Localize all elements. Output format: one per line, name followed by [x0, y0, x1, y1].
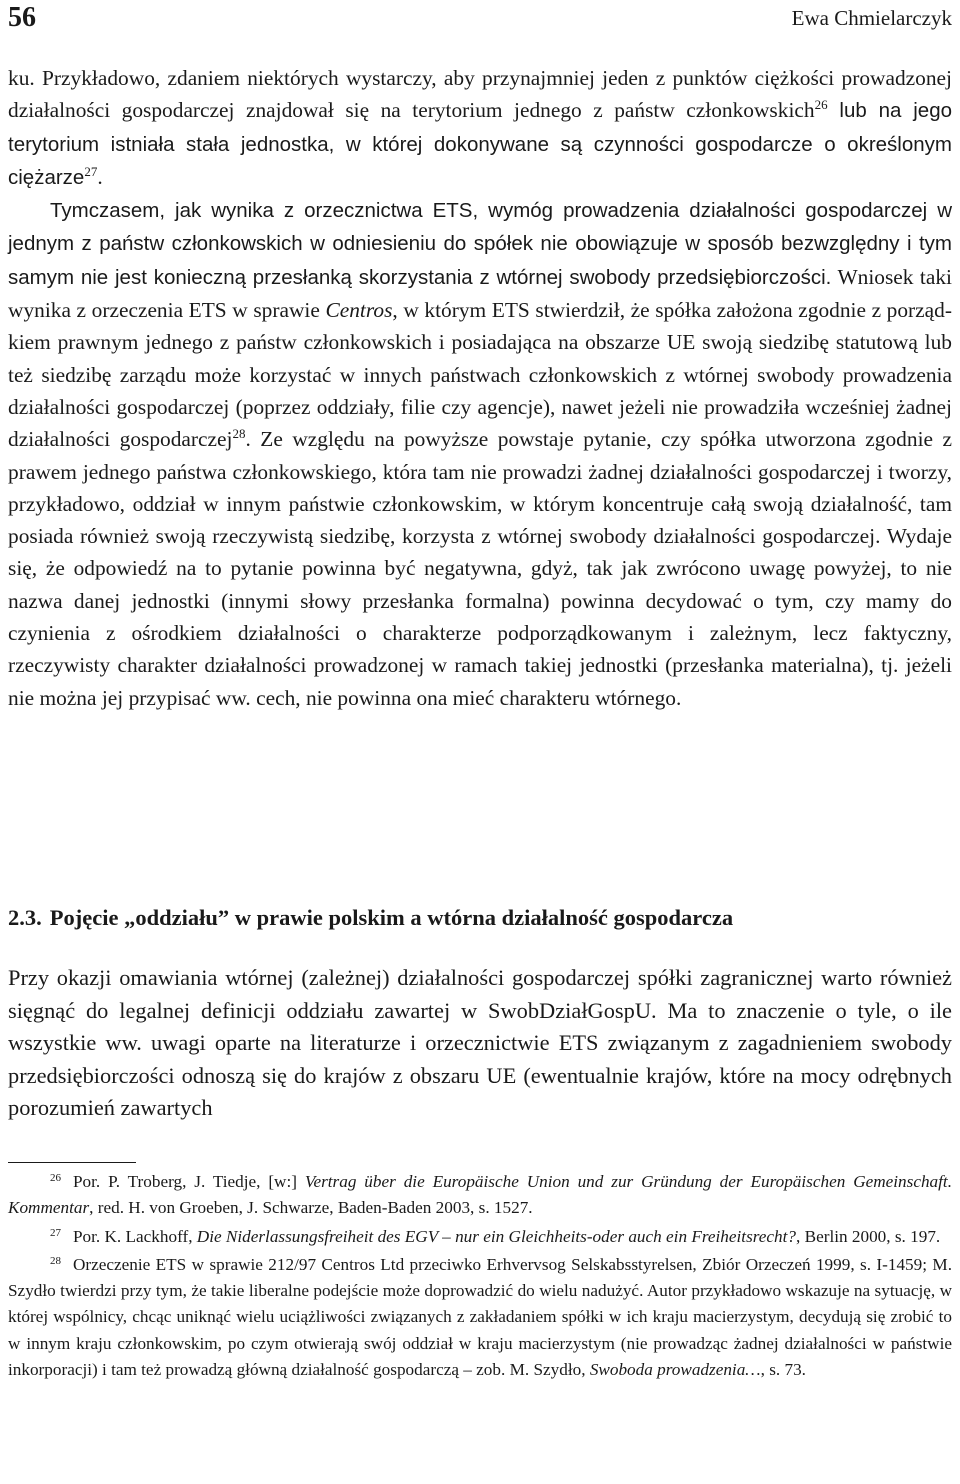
case-name: Centros [325, 298, 393, 323]
footnote-ref-26[interactable]: 26 [814, 97, 828, 113]
body-text [8, 62, 952, 714]
paragraph-2 [8, 194, 952, 714]
footnote-divider [8, 1162, 136, 1163]
section-title: Pojęcie „oddziału” w prawie polskim a wtórna działalność gospodarcza [49, 905, 734, 930]
footnote-title: Vertrag über die Europäische Union und zur Gründung der Europäischen Gemeinschaft. Kommentar [8, 1172, 952, 1218]
text-run: . Ze względu na powyższe powstaje pytanie, czy spółka utworzona zgodnie z prawem jednego państwa członkowskiego, która tam nie prowadzi żadnej działalności gospodarczej i tworzy, przykładowo, oddział w innym państwie członkowskim, w którym koncentruje całą swoją działalność, tam posiada również swoją rzeczywistą siedzibę, korzysta z wtórnej swobody działalności gospodarczej. Wydaje się, że odpowiedź na to pytanie powinna być negatywna, gdyż, tak jak zwrócono uwagę powyżej, to nie nazwa danej jednostki (innymi słowy przesłanka formalna) powinna decydować o tym, czy mamy do czynienia z ośrodkiem działalności o charakterze podporządkowanym i zależnym, lecz faktyczny, rzeczywisty charakter działalności prowadzonej w ramach takiej jednostki (przesłanka materialna), tj. jeżeli nie można jej przypisać ww. cech, nie powinna ona mieć charakteru wtórnego. [8, 427, 952, 710]
text-run: ku. Przykładowo, zdaniem niektórych wystarczy, aby przynajmniej jeden z punktów ciężkości prowadzonej działalności gospodarczej znajdował się na terytorium jednego z państw członkowskich [8, 66, 952, 123]
footnotes [8, 1169, 952, 1385]
footnote-text: , Berlin 2000, s. 197. [796, 1226, 941, 1246]
footnote-title: Swoboda prowadzenia… [589, 1360, 761, 1380]
footnote-title: Die Niderlassungsfreiheit des EGV – nur ein Gleichheits-oder auch ein Freiheitsrecht? [196, 1226, 797, 1246]
text-run: Wniosek taki wynika z orzeczenia ETS w sprawie [8, 264, 953, 323]
footnote-28 [8, 1252, 952, 1383]
footnote-text: , s. 73. [760, 1360, 806, 1380]
footnote-text: Por. K. Lackhoff, [73, 1226, 197, 1246]
section-heading [8, 902, 952, 934]
footnote-27 [8, 1224, 952, 1250]
section-intro [8, 962, 952, 1125]
page-header [8, 2, 952, 38]
section-number: 2.3. [8, 905, 42, 930]
text-run: lub na jego terytorium istniała stała jednostka, w której dokonywane są czynności gospodarcze o określonym ciężarze [8, 99, 952, 189]
text-run: , w którym ETS stwierdził, że spółka założona zgodnie z porządkiem prawnym jednego z państw członkowskich i posiadająca na obszarze UE swoją siedzibę statutową lub też siedzibę zarządu może korzystać w innych państwach członkowskich z wtórnej swobody prowadzenia działalności gospodarczej (poprzez oddziały, filie czy agencje), nawet jeżeli nie prowadziła wcześniej żadnej działalności gospodarczej [8, 298, 952, 452]
footnote-text: , red. H. von Groeben, J. Schwarze, Baden-Baden 2003, s. 1527. [89, 1198, 533, 1218]
footnote-ref-27[interactable]: 27 [84, 163, 98, 179]
footnote-text: Por. P. Troberg, J. Tiedje, [w:] [73, 1172, 305, 1191]
paragraph-3: Przy okazji omawiania wtórnej (zależnej) działalności gospodarczej spółki zagranicznej warto również sięgnąć do legalnej definicji oddziału zawartej w SwobDziałGospU. Ma to znaczenie o tyle, o ile wszystkie ww. uwagi oparte na literaturze i orzecznictwie ETS związanym z zagadnieniem swobody przedsiębiorczości odnoszą się do krajów z obszaru UE (ewentualnie krajów, które na mocy odrębnych porozumień zawartych [8, 965, 952, 1121]
footnote-ref-28[interactable]: 28 [232, 426, 246, 442]
footnote-26 [8, 1169, 952, 1222]
footnote-mark: 26 [50, 1172, 61, 1184]
text-run: Tymczasem, jak wynika z orzecznictwa ETS, wymóg prowadzenia działalności gospodarczej w jednym z państw członkowskich w odniesieniu do spółek nie obowiązuje w sposób bezwzględny i tym samym nie jest konieczną przesłanką skorzystania z wtórnej swobody przedsiębiorczości. [8, 199, 952, 289]
running-head: Ewa Chmielarczyk [791, 6, 952, 30]
text-run: . [97, 164, 103, 189]
footnote-mark: 28 [50, 1254, 61, 1267]
paragraph-1 [8, 62, 952, 194]
footnote-text: Orzeczenie ETS w sprawie 212/97 Centros Ltd przeciwko Erhvervsog Selskabsstyrelsen, Zbiór Orzeczeń 1999, s. I-1459; M. Szydło twierdzi przy tym, że takie liberalne podejście może doprowadzić do wielu nadużyć. Autor przykładowo wskazuje na sytuację, w której wspólnicy, chcąc uniknąć wielu uciążliwości związanych z zakładaniem spółki w ich kraju macierzystym, decydują się zrobić to w innym kraju członkowskim, po czym otwierają swój oddział w kraju macierzystym (nie prowadząc żadnej działalności w państwie inkorporacji) i tam też prowadzą główną działalność gospodarczą – zob. M. Szydło, [8, 1254, 952, 1380]
page-number: 56 [8, 2, 36, 33]
footnote-mark: 27 [50, 1226, 61, 1239]
